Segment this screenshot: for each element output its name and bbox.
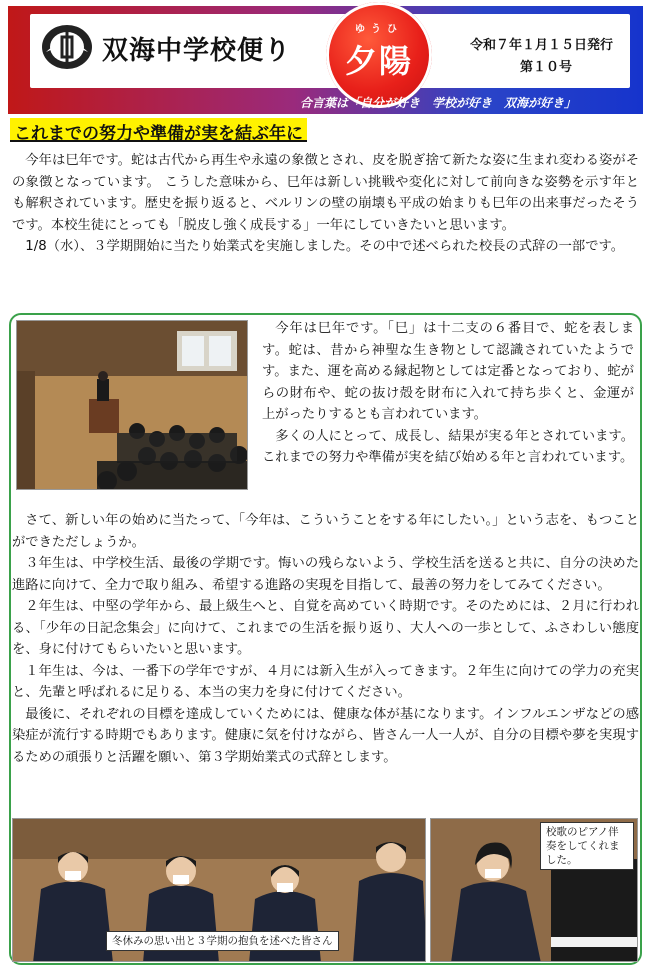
speech-paragraph: さて、新しい年の始めに当たって、「今年は、こういうことをする年にしたい。」という志を、もつことができただしょうか。 — [12, 513, 639, 550]
speech-paragraph: １年生は、今は、一番下の学年ですが、４月には新入生が入ってきます。２年生に向けての学力の充実と、先輩と呼ばれるに足りる、本当の実力を身に付けてください。 — [12, 663, 639, 700]
speech-paragraph: 今年は巳年です。「巳」は十二支の６番目で、蛇を表します。蛇は、昔から神聖な生き物として認識されていたようです。また、運を高める縁起物としては定番となっており、蛇がらの財布や、蛇の抜け殻を財布に入れて持ち歩くと、金運が上がったりするとも言われています。 — [262, 321, 634, 422]
speech-paragraph: 多くの人にとって、成長し、結果が実る年とされています。これまでの努力や準備が実を結び始める年と言われています。 — [262, 428, 634, 465]
intro-text — [12, 150, 639, 258]
paper-name: 夕陽 — [344, 42, 413, 80]
school-emblem-icon — [38, 22, 96, 72]
speech-paragraph: 最後に、それぞれの目標を達成していくためには、健康な体が基になります。インフルエンザなどの感染症が流行する時期でもあります。健康に気を付けながら、皆さん一人一人が、自分の目標や夢を実現するための頑張りと活躍を願い、第３学期始業式の式辞とします。 — [12, 706, 639, 765]
ceremony-illustration — [17, 321, 248, 490]
section-title: これまでの努力や準備が実を結ぶ年に — [10, 118, 307, 142]
speech-opening-text — [262, 318, 634, 469]
speech-paragraph: ２年生は、中堅の学年から、最上級生へと、自覚を高めていく時期です。そのためには、２月に行われる、「少年の日記念集会」に向けて、これまでの生活を振り返り、大人への一歩として、ふさわしい態度を、身に付けてもらいたいと思います。 — [12, 599, 639, 657]
ceremony-photo — [16, 320, 248, 490]
intro-paragraph: 1/8（水）、３学期開始に当たり始業式を実施しました。その中で述べられた校長の式辞の一部です。 — [25, 239, 625, 254]
speech-body-text — [12, 510, 639, 768]
speech-paragraph: ３年生は、中学校生活、最後の学期です。悔いの残らないよう、学校生活を送ると共に、自分の決めた進路に向けて、全力で取り組み、希望する進路の実現を目指して、最善の努力をしてみてください。 — [12, 556, 639, 593]
students-photo-caption: 冬休みの思い出と３学期の抱負を述べた皆さん — [106, 931, 339, 951]
school-motto: 合言葉は「自分が好き 学校が好き 双海が好き」 — [300, 96, 577, 110]
piano-photo-caption: 校歌のピアノ伴奏をしてくれました。 — [540, 822, 634, 870]
issue-number: 第１０号 — [520, 60, 573, 75]
intro-paragraph: 今年は巳年です。蛇は古代から再生や永遠の象徴とされ、皮を脱ぎ捨て新たな姿に生まれ変わる姿がその象徴となっています。 こうした意味から、巳年は新しい挑戦や変化に対して前向きな姿勢を示す年とも解釈されています。歴史を振り返ると、ベルリンの壁の崩壊も平成の始まりも巳年の出来事だったそうです。本校生徒にとっても「脱皮し強く成長する」一年にしていきたいと思います。 — [12, 153, 639, 233]
issue-date: 令和７年１月１５日発行 — [470, 38, 614, 53]
paper-name-ruby: ゆうひ — [355, 24, 403, 35]
school-name: 双海中学校便り — [102, 36, 292, 66]
